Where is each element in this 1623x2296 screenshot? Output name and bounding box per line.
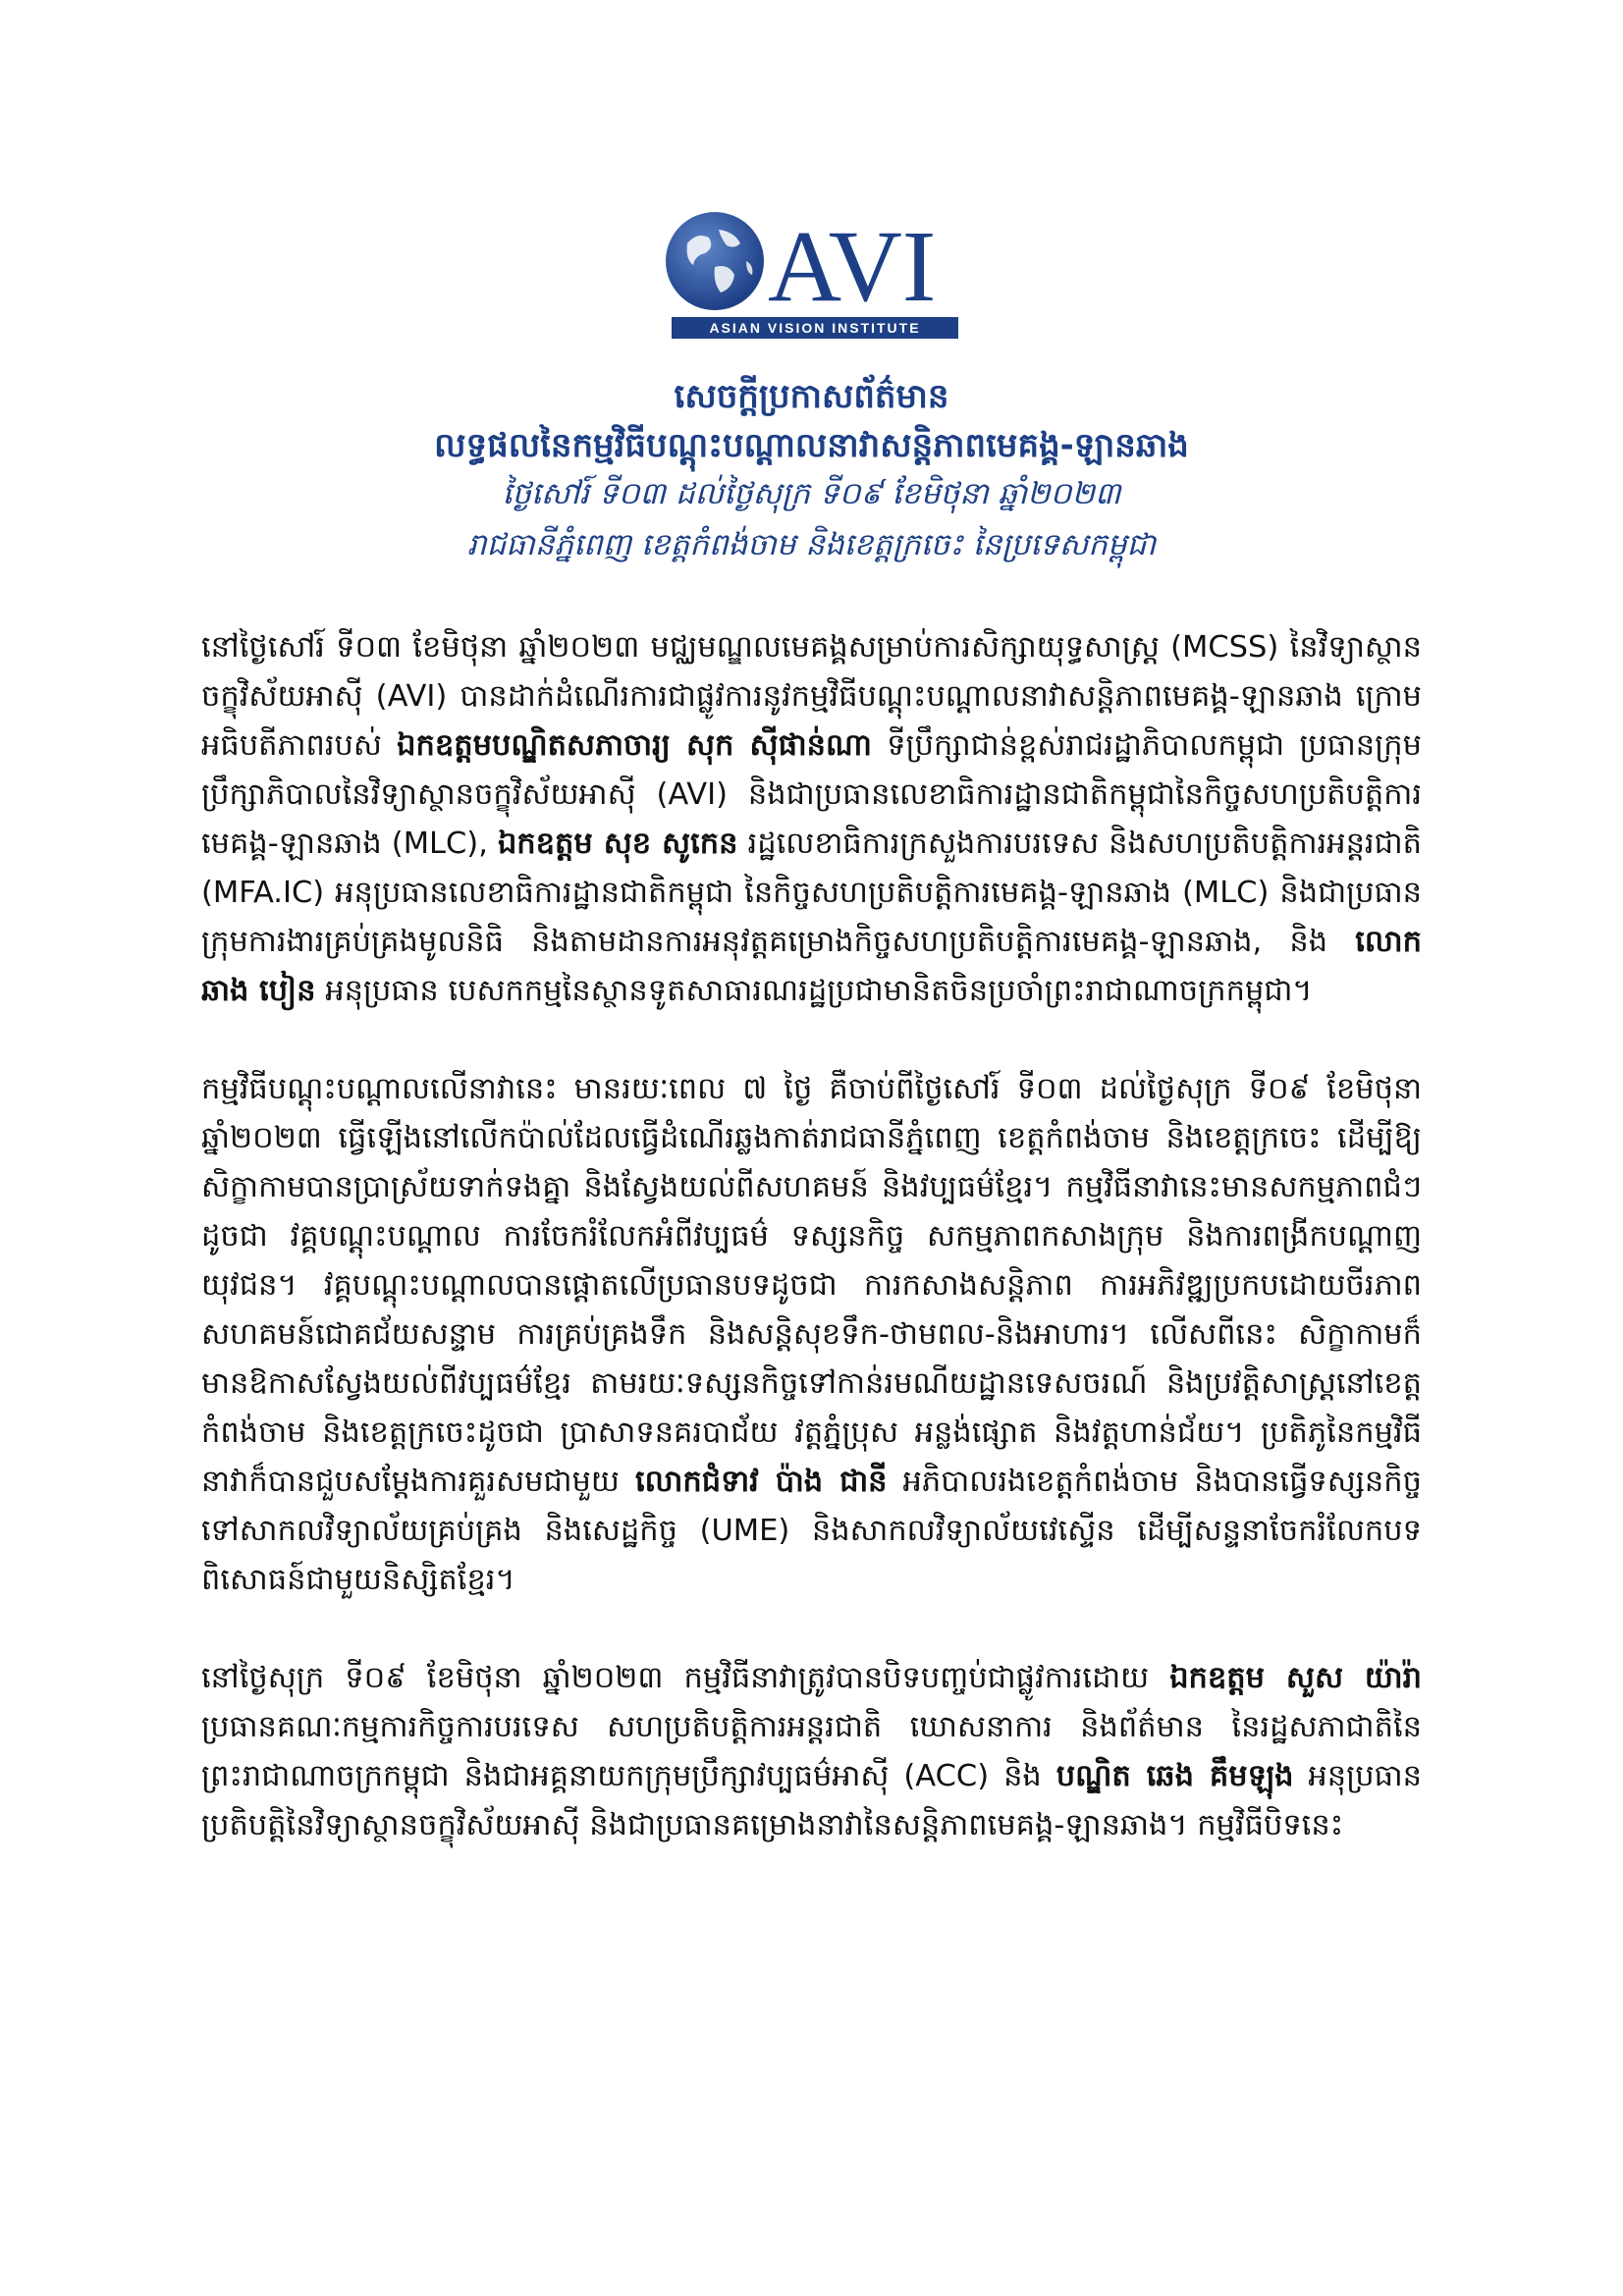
text-run: នៅថ្ងៃសុក្រ ទី០៩ ខែមិថុនា ឆ្នាំ២០២៣ កម្មវិធីនាវាត្រូវបានបិទបញ្ចប់ជាផ្លូវការដោយ bbox=[201, 1661, 1170, 1695]
article-body bbox=[201, 623, 1422, 1850]
event-dates: ថ្ងៃសៅរ៍ ទី០៣ ដល់ថ្ងៃសុក្រ ទី០៩ ខែមិថុនា ឆ្នាំ២០២៣ bbox=[502, 476, 1121, 511]
bold-name: លោក ឆាង បៀន bbox=[201, 925, 1422, 1008]
avi-logo bbox=[658, 206, 972, 353]
bold-name: ឯកឧត្តម សុខ សូកេន bbox=[497, 827, 738, 861]
bold-name: ឯកឧត្តមបណ្ឌិតសភាចារ្យ សុក ស៊ីផាន់ណា bbox=[397, 728, 872, 763]
paragraph-2 bbox=[201, 1065, 1422, 1605]
text-run: អនុប្រធានប្រតិបត្តិនៃវិទ្យាស្ថានចក្ខុវិស័យអាស៊ី និងជាប្រធានគម្រោងនាវានៃសន្តិភាពមេគង្គ-ឡានឆាង។ កម្មវិធីបិទនេះ bbox=[201, 1759, 1422, 1842]
text-run: នៅថ្ងៃសៅរ៍ ទី០៣ ខែមិថុនា ឆ្នាំ២០២៣ មជ្ឈមណ្ឌលមេគង្គសម្រាប់ការសិក្សាយុទ្ធសាស្ត្រ (MCSS) នៃវិទ្យាស្ថានចក្ខុវិស័យអាស៊ី (AVI) បានដាក់ដំណើរការជាផ្លូវការនូវកម្មវិធីបណ្តុះបណ្តាលនាវាសន្តិភាពមេគង្គ-ឡានឆាង ក្រោមអធិបតីភាពរបស់ bbox=[201, 630, 1422, 763]
text-run: កម្មវិធីបណ្តុះបណ្តាលលើនាវានេះ មានរយៈពេល ៧ ថ្ងៃ គឺចាប់ពីថ្ងៃសៅរ៍ ទី០៣ ដល់ថ្ងៃសុក្រ ទី០៩ ខែមិថុនា ឆ្នាំ២០២៣ ធ្វើឡើងនៅលើកប៉ាល់ដែលធ្វើដំណើរឆ្លងកាត់រាជធានីភ្នំពេញ ខេត្តកំពង់ចាម និងខេត្តក្រចេះ ដើម្បីឱ្យសិក្ខាកាមបានប្រាស្រ័យទាក់ទងគ្នា និងស្វែងយល់ពីសហគមន៍ និងវប្បធម៌ខ្មែរ។ កម្មវិធីនាវានេះមានសកម្មភាពជំៗដូចជា វគ្គបណ្តុះបណ្តាល ការចែករំលែកអំពីវប្បធម៌ ទស្សនកិច្ច សកម្មភាពកសាងក្រុម និងការពង្រីកបណ្តាញយុវជន។ វគ្គបណ្តុះបណ្តាលបានផ្តោតលើប្រធានបទដូចជា ការកសាងសន្តិភាព ការអភិវឌ្ឍប្រកបដោយចីរភាព សហគមន៍ជោគជ័យសន្ទាម ការគ្រប់គ្រងទឹក និងសន្តិសុខទឹក-ថាមពល-និងអាហារ។ លើសពីនេះ សិក្ខាកាមក៏មានឱកាសស្វែងយល់ពីវប្បធម៌ខ្មែរ តាមរយៈទស្សនកិច្ចទៅកាន់រមណីយដ្ឋានទេសចរណ៍ និងប្រវត្តិសាស្ត្រនៅខេត្តកំពង់ចាម និងខេត្តក្រចេះដូចជា ប្រាសាទនគរបាជ័យ វត្តភ្នំប្រុស អន្លង់ផ្សោត និងវត្តហាន់ជ័យ។ ប្រតិភូនៃកម្មវិធីនាវាក៏បានជួបសម្តែងការគួរសមជាមួយ bbox=[201, 1072, 1422, 1499]
text-run: អភិបាលរងខេត្តកំពង់ចាម និងបានធ្វើទស្សនកិច្ចទៅសាកលវិទ្យាល័យគ្រប់គ្រង និងសេដ្ឋកិច្ច (UME) និងសាកលវិទ្យាល័យវេស្ទើន ដើម្បីសន្ទនាចែករំលែកបទពិសោធន៍ជាមួយនិស្សិតខ្មែរ។ bbox=[201, 1465, 1422, 1597]
logo-subtitle: ASIAN VISION INSTITUTE bbox=[672, 317, 958, 339]
bold-name: ឯកឧត្តម សួស យ៉ារ៉ា bbox=[1169, 1661, 1422, 1695]
event-location: រាជធានីភ្នំពេញ ខេត្តកំពង់ចាម និងខេត្តក្រចេះ នៃប្រទេសកម្ពុជា bbox=[466, 527, 1157, 562]
page-title: សេចក្តីប្រកាសព័ត៌មាន bbox=[674, 377, 949, 416]
bold-name: លោកជំទាវ ប៉ាង ជានី bbox=[634, 1465, 888, 1499]
page-subtitle: លទ្ធផលនៃកម្មវិធីបណ្តុះបណ្តាលនាវាសន្តិភាពមេគង្គ-ឡានឆាង bbox=[434, 426, 1189, 465]
paragraph-1 bbox=[201, 623, 1422, 1016]
text-run: ប្រធានគណៈកម្មការកិច្ចការបរទេស សហប្រតិបត្តិការអន្តរជាតិ ឃោសនាការ និងព័ត៌មាន នៃរដ្ឋសភាជាតិនៃព្រះរាជាណាចក្រកម្ពុជា និងជាអគ្គនាយកក្រុមប្រឹក្សាវប្បធម៌អាស៊ី (ACC) និង bbox=[201, 1710, 1422, 1793]
paragraph-3 bbox=[201, 1654, 1422, 1850]
text-run: រដ្ឋលេខាធិការក្រសួងការបរទេស និងសហប្រតិបត្តិការអន្តរជាតិ (MFA.IC) អនុប្រធានលេខាធិការដ្ឋានជាតិកម្ពុជា នៃកិច្ចសហប្រតិបត្តិការមេគង្គ-ឡានឆាង (MLC) និងជាប្រធានក្រុមការងារគ្រប់គ្រងមូលនិធិ និងតាមដានការអនុវត្តគម្រោងកិច្ចសហប្រតិបត្តិការមេគង្គ-ឡានឆាង, និង bbox=[201, 827, 1423, 959]
bold-name: បណ្ឌិត ឆេង គឹមឡុង bbox=[1055, 1759, 1294, 1793]
text-run: អនុប្រធាន បេសកកម្មនៃស្ថានទូតសាធារណរដ្ឋប្រជាមានិតចិនប្រចាំព្រះរាជាណាចក្រកម្ពុជា។ bbox=[315, 974, 1313, 1008]
globe-icon bbox=[658, 206, 972, 316]
text-run: ទីប្រឹក្សាជាន់ខ្ពស់រាជរដ្ឋាភិបាលកម្ពុជា ប្រធានក្រុមប្រឹក្សាភិបាលនៃវិទ្យាស្ថានចក្ខុវិស័យអាស៊ី (AVI) និងជាប្រធានលេខាធិការដ្ឋានជាតិកម្ពុជានៃកិច្ចសហប្រតិបត្តិការមេគង្គ-ឡានឆាង (MLC), bbox=[201, 728, 1422, 861]
logo-text: AVI bbox=[768, 210, 937, 316]
